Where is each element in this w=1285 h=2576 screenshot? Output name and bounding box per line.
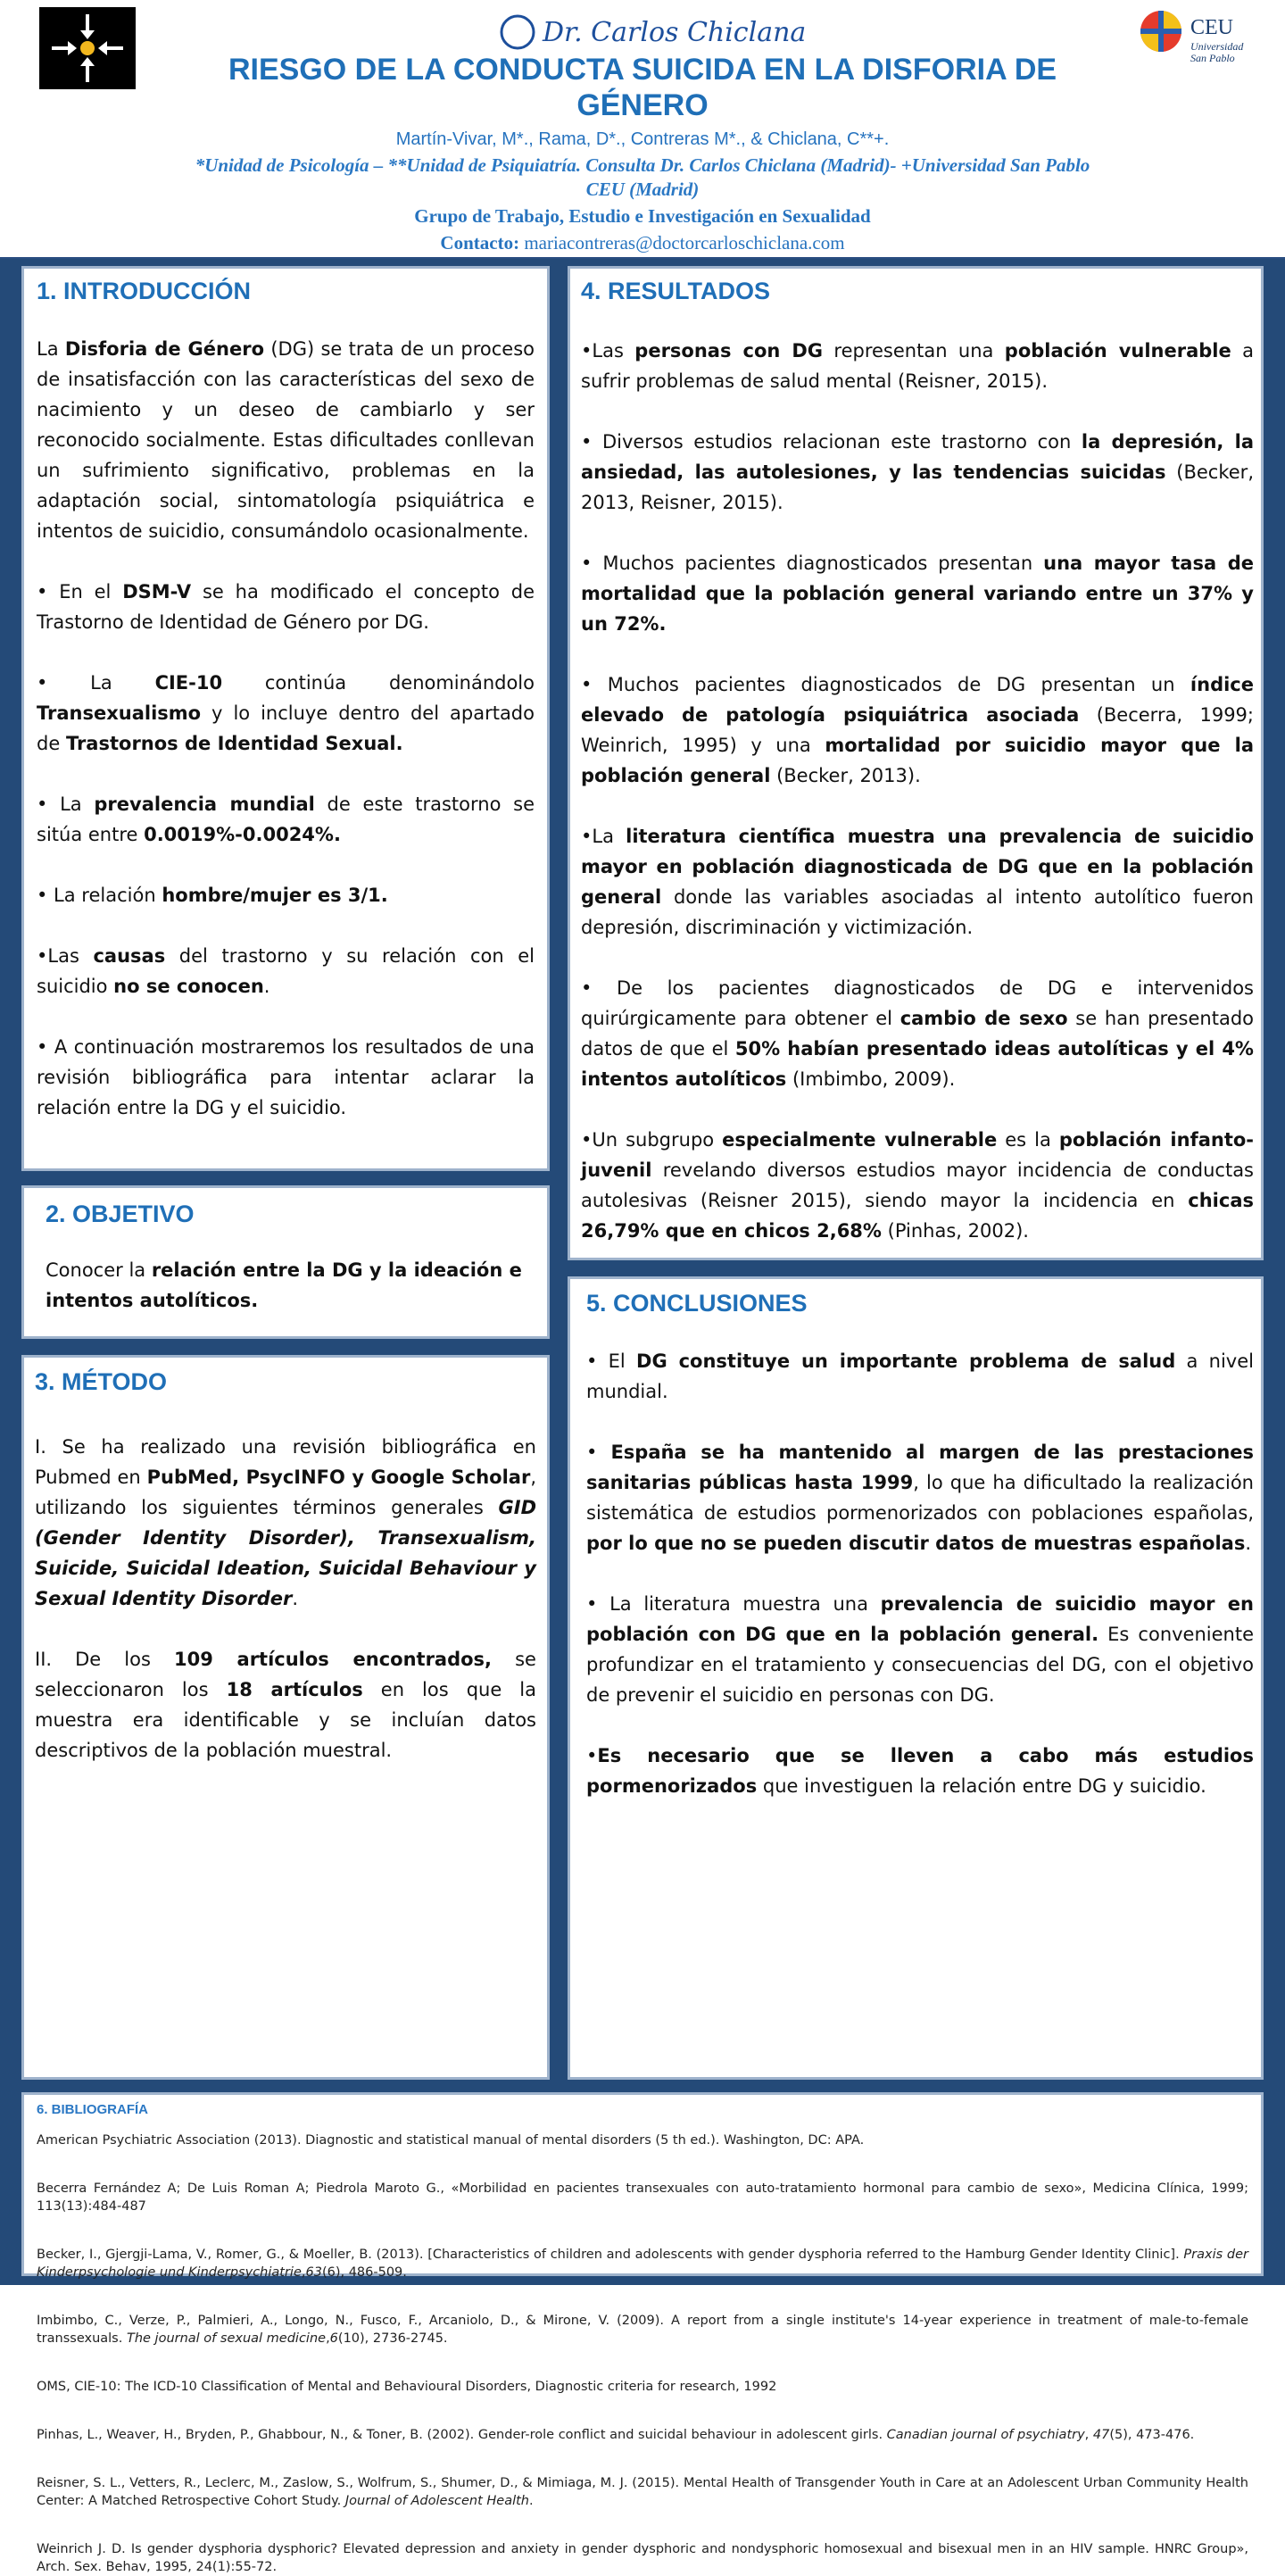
text-run: (DG) se trata de un proceso de insatisfacción con las características del sexo de nacimiento y un deseo de cambiarlo y ser reconocido socialmente. Estas dificultades conllevan un sufrimiento significativo, problemas en la adaptación social, sintomatología psiquiátrica e intentos de suicidio, consumándolo ocasionalmente.: [37, 338, 535, 542]
text-run: OMS, CIE-10: The ICD-10 Classification of Mental and Behavioural Disorders, Diagnostic criteria for research, 1992: [37, 2380, 777, 2394]
text-run: (10), 2736-2745.: [337, 2331, 448, 2346]
text-run: .: [263, 976, 270, 997]
reference-item: [37, 2378, 1248, 2396]
section-body: [46, 1255, 526, 1316]
text-run: .: [1245, 1533, 1252, 1554]
reference-item: [37, 2540, 1248, 2576]
contact-email[interactable]: mariacontreras@doctorcarloschiclana.com: [524, 232, 845, 253]
text-run: • Muchos pacientes diagnosticados presentan: [581, 553, 1044, 574]
bold-run: GID (Gender Identity Disorder), Transexualism, Suicide, Suicidal Ideation, Suicidal Behaviour y Sexual Identity Disorder: [35, 1497, 536, 1609]
text-run: ,: [326, 2331, 330, 2346]
bold-run: 109 artículos encontrados,: [173, 1649, 493, 1670]
text-run: Weinrich J. D. Is gender dysphoria dysphoric? Elevated depression and anxiety in gender dysphoric and nondysphoric homosexual and bisexual men in an HIV sample. HNRC Group», Arch. Sex. Behav, 1995, 24(1):55-72.: [37, 2542, 1248, 2574]
authors-line: Martín-Vivar, M*., Rama, D*., Contreras M*., & Chiclana, C**+.: [395, 129, 890, 149]
paragraph: [581, 669, 1254, 791]
text-run: ,: [1084, 2428, 1093, 2442]
text-run: Reisner, S. L., Vetters, R., Leclerc, M., Zaslow, S., Wolfrum, S., Shumer, D., & Mimiaga, M. J. (2015). Mental Health of Transgender Youth in Care at an Adolescent Urban Community Health Center: A Matched Retrospective Cohort Study.: [37, 2476, 1248, 2508]
bold-run: hombre/mujer es 3/1.: [162, 885, 388, 906]
paragraph: [35, 1432, 536, 1614]
text-run: II. De los: [35, 1649, 174, 1670]
text-run: y lo incluye dentro del apartado de: [37, 702, 535, 754]
text-run: .: [529, 2494, 534, 2508]
ceu-crest-icon: [1139, 9, 1183, 54]
reference-item: [37, 2180, 1248, 2215]
text-run: se han presentado datos de que el: [581, 1008, 1254, 1059]
text-run: (Becker, 2013, Reisner, 2015).: [581, 461, 1254, 513]
text-run: en los que la muestra era identificable y se incluían datos descriptivos de la población muestral.: [35, 1679, 536, 1761]
group-line: Grupo de Trabajo, Estudio e Investigación en Sexualidad: [414, 205, 871, 227]
text-run: (5), 473-476.: [1109, 2428, 1195, 2442]
reference-item: [37, 2246, 1248, 2281]
bold-run: prevalencia de suicidio mayor en población con DG que en la población general.: [586, 1593, 1254, 1645]
bold-run: Es necesario que se lleven a cabo más estudios pormenorizados: [586, 1745, 1254, 1797]
text-run: Es conveniente profundizar en el tratamiento y consecuencias del DG, con el objetivo de prevenir el suicidio en personas con DG.: [586, 1624, 1254, 1706]
bold-run: especialmente vulnerable: [722, 1129, 998, 1151]
text-run: •La: [581, 826, 626, 847]
section-title: 6. BIBLIOGRAFÍA: [37, 2102, 149, 2117]
text-run: Conocer la: [46, 1259, 152, 1281]
bold-run: prevalencia mundial: [94, 794, 315, 815]
text-run: La: [37, 338, 65, 360]
bold-run: Transexualismo: [37, 702, 202, 724]
italic-run: 47: [1092, 2428, 1110, 2442]
text-run: • El: [586, 1350, 637, 1372]
bold-run: población infanto-juvenil: [581, 1129, 1255, 1181]
poster-title: RIESGO DE LA CONDUCTA SUICIDA EN LA DISFORIA DE GÉNERO: [228, 53, 1057, 122]
bold-run: mortalidad por suicidio mayor que la población general: [581, 735, 1254, 786]
text-run: • La: [37, 794, 95, 815]
text-run: • Diversos estudios relacionan este trastorno con: [581, 431, 1082, 453]
text-run: (6), 486-509.: [321, 2265, 407, 2280]
text-run: • De los pacientes diagnosticados de DG e intervenidos quirúrgicamente para obtener el: [581, 977, 1254, 1029]
paragraph: [37, 1032, 535, 1123]
ceu-logo-line1: Universidad: [1190, 40, 1244, 53]
text-run: , lo que ha dificultado la realización sistemática de estudios pormenorizados con poblaciones españolas,: [586, 1472, 1254, 1524]
bold-run: 50% habían presentado ideas autolíticas y el 4% intentos autolíticos: [581, 1038, 1254, 1090]
text-run: de este trastorno se sitúa entre: [37, 794, 535, 845]
text-run: representan una: [823, 340, 1005, 361]
bold-run: 18 artículos: [226, 1679, 363, 1700]
paragraph: [35, 1644, 536, 1766]
paragraph: [581, 548, 1254, 639]
text-run: ,: [301, 2265, 306, 2280]
section-conclusiones: [568, 1276, 1264, 2080]
reference-item: [37, 2426, 1248, 2444]
section-introduccion: [21, 266, 550, 1171]
poster-board: [0, 259, 1285, 2574]
section-resultados: [568, 266, 1264, 1260]
text-run: se seleccionaron los: [35, 1649, 536, 1700]
text-run: (Becerra, 1999; Weinrich, 1995) y una: [581, 704, 1254, 756]
bold-run: 0.0019%-0.0024%.: [144, 824, 341, 845]
section-bibliografia: [21, 2092, 1264, 2574]
paragraph: [586, 1437, 1254, 1558]
bold-run: personas con DG: [634, 340, 824, 361]
bold-run: por lo que no se pueden discutir datos de muestras españolas: [586, 1533, 1246, 1554]
paragraph: [581, 973, 1254, 1094]
bold-run: DG constituye un importante problema de salud: [636, 1350, 1176, 1372]
text-run: Pinhas, L., Weaver, H., Bryden, P., Ghabbour, N., & Toner, B. (2002). Gender-role conflict and suicidal behaviour in adolescent girls.: [37, 2428, 887, 2442]
text-run: se ha modificado el concepto de Trastorno de Identidad de Género por DG.: [37, 581, 535, 633]
bold-run: causas: [93, 945, 166, 967]
contact-line: [178, 232, 1107, 254]
text-run: Becker, I., Gjergji-Lama, V., Romer, G., & Moeller, B. (2013). [Characteristics of children and adolescents with gender dysphoria referred to the Hamburg Gender Identity Clinic].: [37, 2248, 1184, 2262]
section-body: [35, 1432, 536, 1766]
paragraph: [37, 668, 535, 759]
paragraph: [37, 577, 535, 637]
poster-header: [0, 0, 1285, 259]
contact-label: Contacto:: [440, 232, 520, 253]
text-run: •: [586, 1442, 611, 1463]
bold-run: CIE-10: [154, 672, 223, 694]
paragraph: [581, 336, 1254, 396]
bold-run: no se conocen: [113, 976, 264, 997]
bold-run: relación entre la DG y la ideación e intentos autolíticos.: [46, 1259, 522, 1311]
affiliation-line: *Unidad de Psicología – **Unidad de Psiquiatría. Consulta Dr. Carlos Chiclana (Madrid)- +Universidad San Pablo CEU (Madrid): [195, 154, 1090, 200]
text-run: (Becker, 2013).: [770, 765, 921, 786]
text-run: •Un subgrupo: [581, 1129, 723, 1151]
text-run: •: [586, 1745, 598, 1766]
text-run: •Las: [581, 340, 635, 361]
text-run: a nivel mundial.: [586, 1350, 1254, 1402]
bold-run: España se ha mantenido al margen de las prestaciones sanitarias públicas hasta 1999: [586, 1442, 1255, 1493]
paragraph: [581, 1125, 1254, 1246]
italic-run: 63: [305, 2265, 322, 2280]
ceu-logo-subtitle: [1190, 41, 1243, 64]
section-objetivo: [21, 1185, 550, 1339]
text-run: • La relación: [37, 885, 162, 906]
text-run: (Imbimbo, 2009).: [786, 1068, 956, 1090]
text-run: •Las: [37, 945, 94, 967]
paragraph: [586, 1589, 1254, 1710]
signature-text: Dr. Carlos Chiclana: [543, 17, 807, 48]
italic-run: 6: [329, 2331, 338, 2346]
paragraph: [586, 1741, 1254, 1801]
text-run: donde las variables asociadas al intento autolítico fueron depresión, discriminación y victimización.: [581, 886, 1254, 938]
text-run: a sufrir problemas de salud mental (Reisner, 2015).: [581, 340, 1255, 392]
text-run: que investiguen la relación entre DG y suicidio.: [757, 1775, 1206, 1797]
paragraph: [37, 880, 535, 910]
bold-run: literatura científica muestra una prevalencia de suicidio mayor en población diagnosticada de DG que en la población general: [581, 826, 1254, 908]
text-run: • A continuación mostraremos los resultados de una revisión bibliográfica para intentar aclarar la relación entre la DG y el suicidio.: [37, 1036, 535, 1118]
italic-run: The journal of sexual medicine: [126, 2331, 327, 2346]
arrows-converging-icon: [39, 7, 136, 89]
text-run: I. Se ha realizado una revisión bibliográfica en Pubmed en: [35, 1436, 536, 1488]
section-metodo: [21, 1355, 550, 2080]
reference-item: [37, 2474, 1248, 2510]
text-run: • La: [37, 672, 155, 694]
text-run: (Pinhas, 2002).: [881, 1220, 1029, 1242]
section-body: [586, 1346, 1254, 1801]
text-run: del trastorno y su relación con el suicidio: [37, 945, 535, 997]
section-title: 2. OBJETIVO: [46, 1201, 195, 1227]
ceu-logo-line2: San Pablo: [1190, 52, 1235, 64]
text-run: continúa denominándolo: [222, 672, 535, 694]
paragraph: [581, 427, 1254, 518]
section-body: [37, 334, 535, 1123]
ceu-logo: [1133, 7, 1267, 70]
italic-run: Praxis der Kinderpsychologie und Kinderpsychiatrie: [37, 2248, 1248, 2280]
bold-run: PubMed, PsycINFO y Google Scholar: [146, 1467, 531, 1488]
bold-run: Trastornos de Identidad Sexual.: [65, 733, 403, 754]
paragraph: [37, 941, 535, 1001]
section-title: 4. RESULTADOS: [581, 278, 771, 304]
bold-run: una mayor tasa de mortalidad que la población general variando entre un 37% y un 72%.: [581, 553, 1254, 635]
text-run: Imbimbo, C., Verze, P., Palmieri, A., Longo, N., Fusco, F., Arcaniolo, D., & Mirone, V. (2009). A report from a single institute's 14-year experience in treatment of male-to-female transsexuals.: [37, 2314, 1248, 2346]
italic-run: Canadian journal of psychiatry: [886, 2428, 1085, 2442]
bold-run: Disforia de Género: [64, 338, 264, 360]
section-body: [581, 336, 1254, 1246]
paragraph: [37, 789, 535, 850]
text-run: American Psychiatric Association (2013). Diagnostic and statistical manual of mental disorders (5 th ed.). Washington, DC: APA.: [37, 2133, 865, 2148]
text-run: • La literatura muestra una: [586, 1593, 881, 1615]
bold-run: índice elevado de patología psiquiátrica asociada: [581, 674, 1254, 726]
paragraph: [581, 821, 1254, 943]
reference-item: [37, 2131, 1248, 2149]
paragraph: [37, 334, 535, 546]
bold-run: la depresión, la ansiedad, las autolesiones, y las tendencias suicidas: [581, 431, 1254, 483]
clinic-logo: [39, 7, 136, 89]
bold-run: población vulnerable: [1004, 340, 1231, 361]
text-run: • Muchos pacientes diagnosticados de DG presentan un: [581, 674, 1190, 695]
text-run: • En el: [37, 581, 123, 602]
signature-logo: [491, 2, 830, 55]
italic-run: Journal of Adolescent Health: [344, 2494, 529, 2508]
ceu-logo-name: CEU: [1190, 16, 1233, 39]
bold-run: cambio de sexo: [900, 1008, 1068, 1029]
bold-run: DSM-V: [122, 581, 192, 602]
reference-list: [37, 2131, 1248, 2576]
paragraph: [46, 1255, 526, 1316]
section-title: 1. INTRODUCCIÓN: [37, 278, 252, 304]
text-run: , utilizando los siguientes términos generales: [35, 1467, 536, 1518]
paragraph: [586, 1346, 1254, 1407]
bold-run: chicas 26,79% que en chicos 2,68%: [581, 1190, 1254, 1242]
text-run: revelando diversos estudios mayor incidencia de conductas autolesivas (Reisner 2015), siendo mayor la incidencia en: [581, 1159, 1254, 1211]
reference-item: [37, 2312, 1248, 2347]
section-title: 3. MÉTODO: [35, 1368, 168, 1395]
text-run: .: [292, 1588, 299, 1609]
text-run: Becerra Fernández A; De Luis Roman A; Piedrola Maroto G., «Morbilidad en pacientes transexuales con auto-tratamiento hormonal para cambio de sexo», Medicina Clínica, 1999; 113(13):484-487: [37, 2181, 1248, 2214]
section-title: 5. CONCLUSIONES: [586, 1290, 808, 1317]
text-run: es la: [997, 1129, 1059, 1151]
